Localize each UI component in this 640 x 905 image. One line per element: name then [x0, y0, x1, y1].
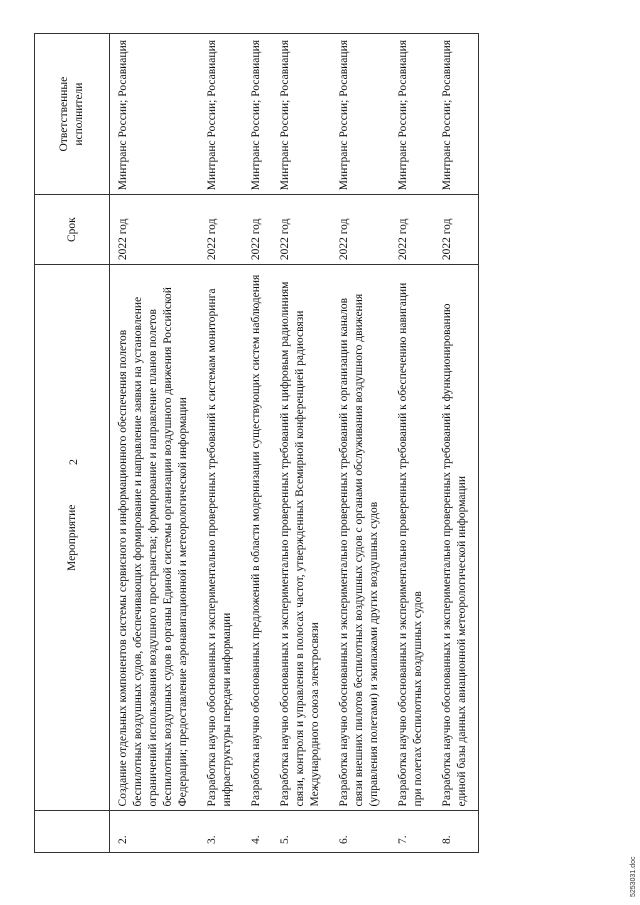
header-responsible	[35, 34, 110, 195]
table-row	[243, 34, 272, 853]
page-number: 2	[66, 459, 80, 465]
row-event: Разработка научно обоснованных предложений в области модернизации существующих систем наблюдения	[243, 265, 272, 811]
row-event: Разработка научно обоснованных и экспериментально проверенных требований к системам мониторинга инфраструктуры передачи информации	[199, 265, 243, 811]
row-responsible: Минтранс России; Росавиация	[272, 34, 331, 195]
table-row	[434, 34, 479, 853]
row-term: 2022 год	[199, 195, 243, 265]
row-event: Разработка научно обоснованных и экспериментально проверенных требований к функционированию единой базы данных авиационной метеорологической информации	[434, 265, 479, 811]
table-row	[199, 34, 243, 853]
row-responsible: Минтранс России; Росавиация	[331, 34, 390, 195]
row-number: 8.	[434, 811, 479, 853]
row-event: Разработка научно обоснованных и экспериментально проверенных требований к организации каналов связи внешних пилотов беспилотных воздушных судов с органами обслуживания воздушного движения (управления полетами) и экипажами других воздушных судов	[331, 265, 390, 811]
row-term: 2022 год	[390, 195, 434, 265]
row-number: 6.	[331, 811, 390, 853]
row-term: 2022 год	[243, 195, 272, 265]
table-row	[331, 34, 390, 853]
row-responsible: Минтранс России; Росавиация	[243, 34, 272, 195]
row-responsible: Минтранс России; Росавиация	[434, 34, 479, 195]
table-header-row	[35, 34, 110, 853]
row-number: 3.	[199, 811, 243, 853]
row-responsible: Минтранс России; Росавиация	[199, 34, 243, 195]
row-term: 2022 год	[272, 195, 331, 265]
table-row	[110, 34, 200, 853]
document-id-footer: 5253031.doc	[630, 856, 637, 897]
row-event: Создание отдельных компонентов системы сервисного и информационного обеспечения полетов беспилотных воздушных судов, обеспечивающих формирование и направление заявки на установление ограничений использования воздушного пространства; формирование и направление планов полетов беспилотных воздушных судов в органы Единой системы организации воздушного движения Российской Федерации; предоставление аэронавигационной и метеорологической информации	[110, 265, 200, 811]
row-event: Разработка научно обоснованных и экспериментально проверенных требований к цифровым радиолиниям связи, контроля и управления в полосах частот, утвержденных Всемирной конференцией радиосвязи Международного союза электросвязи	[272, 265, 331, 811]
row-number: 5.	[272, 811, 331, 853]
row-term: 2022 год	[331, 195, 390, 265]
row-responsible: Минтранс России; Росавиация	[390, 34, 434, 195]
measures-table	[34, 33, 479, 853]
header-num-cell	[35, 811, 110, 853]
row-number: 7.	[390, 811, 434, 853]
row-term: 2022 год	[434, 195, 479, 265]
row-event: Разработка научно обоснованных и экспериментально проверенных требований к обеспечению навигации при полетах беспилотных воздушных судов	[390, 265, 434, 811]
header-term: Срок	[35, 195, 110, 265]
header-responsible-line1: Ответственные	[58, 76, 70, 152]
row-number: 2.	[110, 811, 200, 853]
header-event: Мероприятие	[35, 265, 110, 811]
table-row	[272, 34, 331, 853]
row-term: 2022 год	[110, 195, 200, 265]
row-responsible: Минтранс России; Росавиация	[110, 34, 200, 195]
table-row	[390, 34, 434, 853]
header-responsible-line2: исполнители	[73, 82, 85, 146]
row-number: 4.	[243, 811, 272, 853]
